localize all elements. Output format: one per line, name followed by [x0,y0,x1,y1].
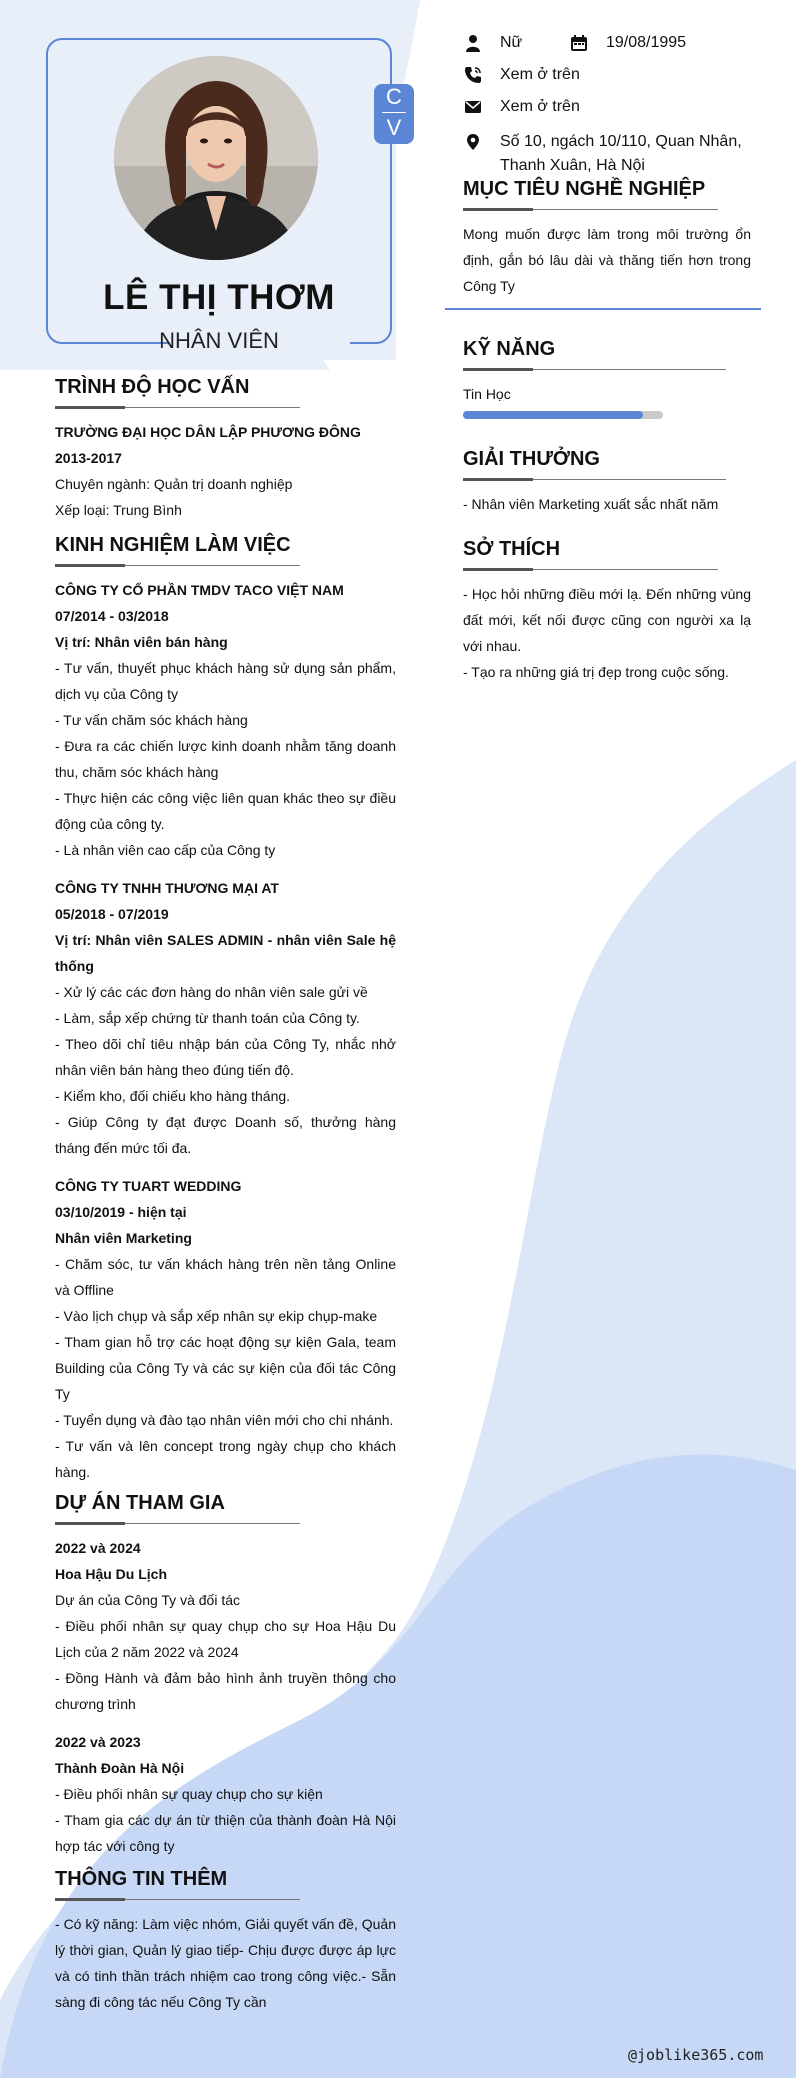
job-duty: - Là nhân viên cao cấp của Công ty [55,842,276,858]
job-company: CÔNG TY TNHH THƯƠNG MẠI AT [55,880,279,896]
awards-underline [463,478,751,481]
contact-row-phone [464,66,764,98]
contact-row-email [464,98,764,130]
education-title: TRÌNH ĐỘ HỌC VẤN [55,376,250,398]
section-hobbies [463,536,751,685]
job-duty: - Đưa ra các chiến lược kinh doanh nhằm tăng doanh thu, chăm sóc khách hàng [55,738,396,780]
objective-underline [463,208,751,211]
job-position: Vị trí: Nhân viên bán hàng [55,634,228,650]
projects-title: DỰ ÁN THAM GIA [55,1492,225,1514]
contact-row-address [464,130,764,178]
job-duty: - Kiểm kho, đối chiếu kho hàng tháng. [55,1088,291,1104]
project-line: - Tham gia các dự án từ thiện của thành đoàn Hà Nội hợp tác với công ty [55,1812,396,1854]
cv-badge [374,84,414,144]
avatar [114,56,318,260]
hobby-item: - Tạo ra những giá trị đẹp trong cuộc sống. [463,664,729,680]
hobbies-title: SỞ THÍCH [463,538,561,560]
calendar-icon [570,34,592,54]
job-company: CÔNG TY TUART WEDDING [55,1178,242,1194]
contact-gender: Nữ [500,34,523,51]
cv-badge-bottom: V [386,115,402,140]
experience-title: KINH NGHIỆM LÀM VIỆC [55,534,291,556]
project-name: Thành Đoàn Hà Nội [55,1760,185,1776]
person-icon [464,34,486,54]
section-experience [55,532,396,1497]
extra-title: THÔNG TIN THÊM [55,1868,228,1890]
education-major: Chuyên ngành: Quản trị doanh nghiệp [55,476,293,492]
job-duty: - Xử lý các các đơn hàng do nhân viên sale gửi về [55,984,368,1000]
job-duty: - Thực hiện các công việc liên quan khác theo sự điều động của công ty. [55,790,396,832]
project-item [55,1729,396,1859]
contact-row-gender-dob [464,34,764,66]
contact-info [464,34,764,178]
skills-title: KỸ NĂNG [463,338,556,360]
job-duty: - Tư vấn chăm sóc khách hàng [55,712,248,728]
extra-underline [55,1898,396,1901]
section-projects [55,1490,396,1871]
education-years: 2013-2017 [55,450,122,466]
job-position: Nhân viên Marketing [55,1230,192,1246]
hobby-item: - Học hỏi những điều mới lạ. Đến những vùng đất mới, kết nối được cũng con người xa lạ với nhau. [463,586,751,654]
project-line: Dự án của Công Ty và đối tác [55,1592,240,1608]
award-item: - Nhân viên Marketing xuất sắc nhất năm [463,496,719,512]
project-period: 2022 và 2023 [55,1734,141,1750]
job-duty: - Tham gian hỗ trợ các hoạt động sự kiện Gala, team Building của Công Ty và các sự kiện của đối tác Công Ty [55,1334,396,1402]
contact-phone: Xem ở trên [500,66,580,83]
job-duty: - Giúp Công ty đạt được Doanh số, thưởng hàng tháng đến mức tối đa. [55,1114,396,1156]
section-awards [463,446,751,517]
cv-badge-divider [382,112,406,113]
job-duty: - Vào lịch chụp và sắp xếp nhân sự ekip chụp-make [55,1308,378,1324]
project-item [55,1535,396,1717]
project-line: - Điều phối nhân sự quay chụp cho sự kiện [55,1786,323,1802]
section-skills [463,336,751,419]
section-objective [463,176,751,299]
hobbies-underline [463,568,751,571]
profile-role: NHÂN VIÊN [159,328,279,353]
profile-name: LÊ THỊ THƠM [103,278,335,317]
job-duty: - Làm, sắp xếp chứng từ thanh toán của Công ty. [55,1010,360,1026]
contact-address-line2: Thanh Xuân, Hà Nội [500,157,645,174]
objective-title: MỤC TIÊU NGHỀ NGHIỆP [463,178,706,200]
section-extra [55,1866,396,2015]
job-duty: - Tư vấn, thuyết phục khách hàng sử dụng sản phẩm, dịch vụ của Công ty [55,660,396,702]
job-period: 03/10/2019 - hiện tại [55,1204,187,1220]
project-line: - Điều phối nhân sự quay chụp cho sự Hoa Hậu Du Lịch của 2 năm 2022 và 2024 [55,1618,396,1660]
job-item [55,875,396,1161]
job-duty: - Tuyển dụng và đào tạo nhân viên mới cho chi nhánh. [55,1412,394,1428]
objective-text: Mong muốn được làm trong môi trường ổn định, gắn bó lâu dài và thăng tiến hơn trong Công Ty [463,226,751,294]
job-duty: - Tư vấn và lên concept trong ngày chụp cho khách hàng. [55,1438,396,1480]
contact-address-line1: Số 10, ngách 10/110, Quan Nhân, [500,133,742,150]
footer-watermark: @joblike365.com [628,2046,764,2064]
job-item [55,1173,396,1485]
extra-text: - Có kỹ năng: Làm việc nhóm, Giải quyết vấn đề, Quản lý thời gian, Quản lý giao tiếp- Chịu được được áp lực và có tinh thần trách nhiệm cao trong công việc.- Sẵn sàng đi công tác nếu Công Ty cần [55,1916,396,2010]
education-school: TRƯỜNG ĐẠI HỌC DÂN LẬP PHƯƠNG ĐÔNG [55,424,361,440]
job-company: CÔNG TY CỔ PHẦN TMDV TACO VIỆT NAM [55,582,344,598]
project-line: - Đồng Hành và đảm bảo hình ảnh truyền thông cho chương trình [55,1670,396,1712]
contact-email: Xem ở trên [500,98,580,115]
skill-bar-fill [463,411,643,419]
education-underline [55,406,396,409]
skill-name: Tin Học [463,386,511,402]
mail-icon [464,98,486,118]
projects-underline [55,1522,396,1525]
education-grade: Xếp loại: Trung Bình [55,502,182,518]
location-icon [464,133,486,153]
project-period: 2022 và 2024 [55,1540,141,1556]
job-period: 05/2018 - 07/2019 [55,906,169,922]
skills-underline [463,368,751,371]
job-duty: - Chăm sóc, tư vấn khách hàng trên nền tảng Online và Offline [55,1256,396,1298]
right-divider [445,308,761,310]
job-duty: - Theo dõi chỉ tiêu nhập bán của Công Ty, nhắc nhở nhân viên bán hàng theo đúng tiến độ. [55,1036,396,1078]
project-name: Hoa Hậu Du Lịch [55,1566,168,1582]
job-period: 07/2014 - 03/2018 [55,608,169,624]
phone-icon [464,66,486,86]
awards-title: GIẢI THƯỞNG [463,448,600,470]
contact-dob: 19/08/1995 [606,34,687,51]
job-item [55,577,396,863]
skill-bar [463,411,663,419]
job-position: Vị trí: Nhân viên SALES ADMIN - nhân viên Sale hệ thống [55,932,396,974]
cv-badge-top: C [386,84,402,109]
experience-underline [55,564,396,567]
section-education [55,374,396,523]
